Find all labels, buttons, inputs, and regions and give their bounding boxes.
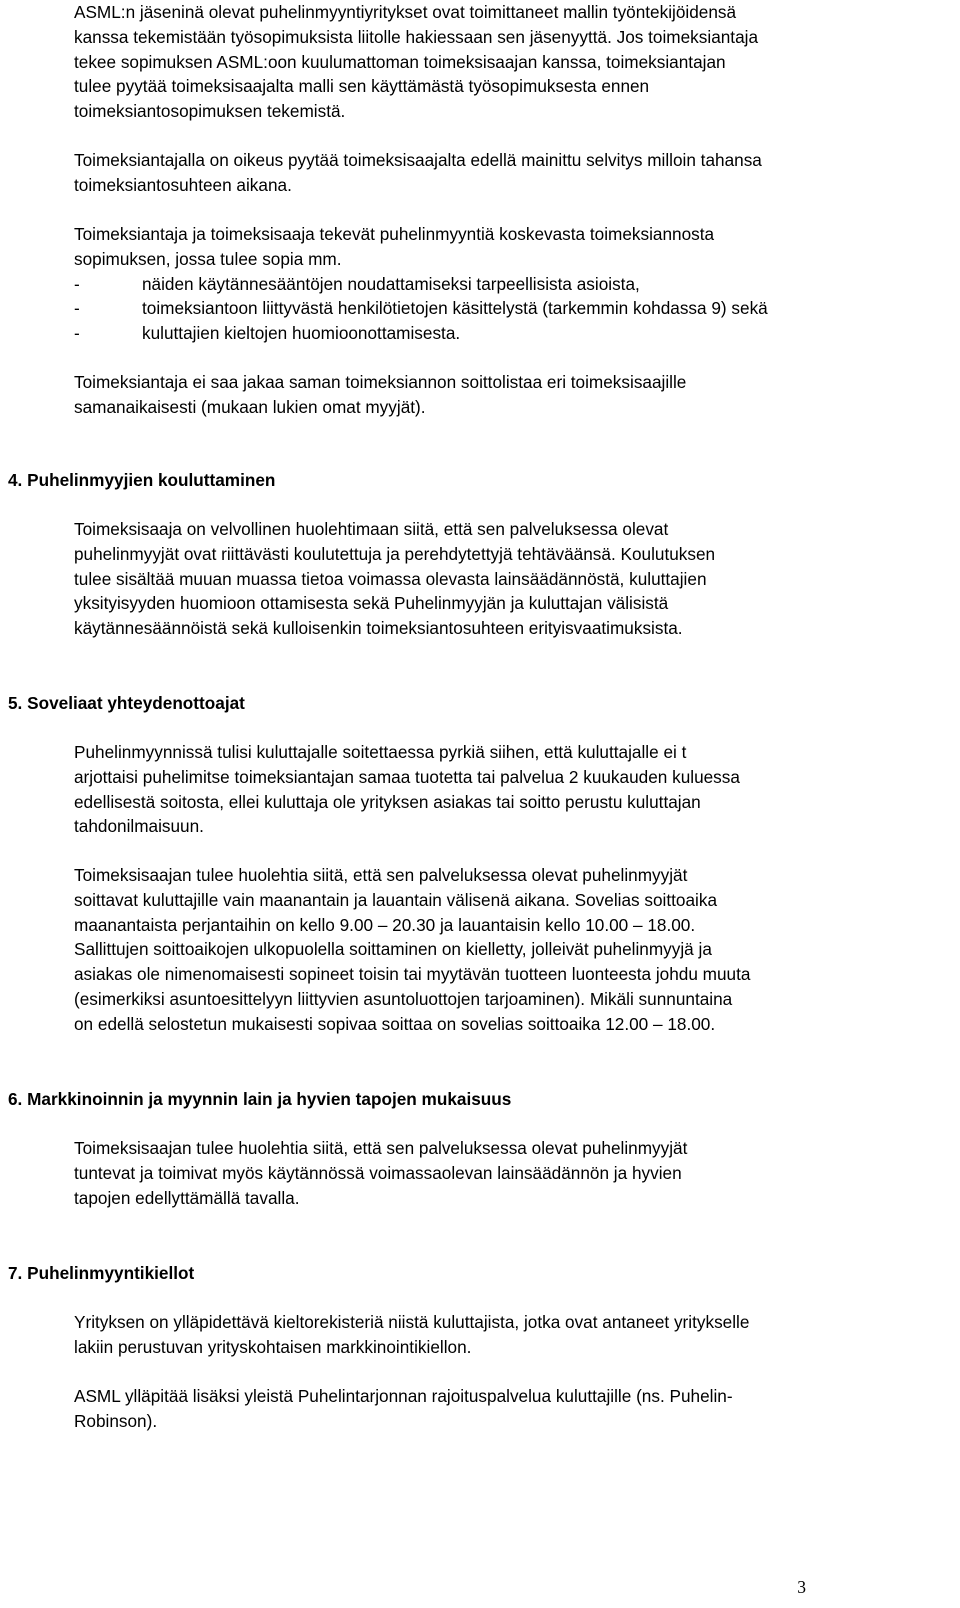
text-line: toimeksiantosopimuksen tekemistä. bbox=[74, 101, 346, 122]
text-line: Sallittujen soittoaikojen ulkopuolella soittaminen on kielletty, jolleivät puhelinmyyjä ja bbox=[74, 939, 712, 960]
text-line: edellisestä soitosta, ellei kuluttaja ole yrityksen asiakas tai soitto perustu kuluttajan bbox=[74, 791, 701, 812]
dash-list-item bbox=[74, 321, 954, 346]
list-item-text: näiden käytännesääntöjen noudattamiseksi tarpeellisista asioista, bbox=[142, 273, 640, 294]
list-item-text: kuluttajien kieltojen huomioonottamisesta. bbox=[142, 323, 461, 344]
text-line: arjottaisi puhelimitse toimeksiantajan samaa tuotetta tai palvelua 2 kuukauden kuluessa bbox=[74, 766, 740, 787]
paragraph-request-right bbox=[74, 148, 954, 198]
section-4-heading: 4. Puhelinmyyjien kouluttaminen bbox=[8, 470, 276, 490]
text-line: tahdonilmaisuun. bbox=[74, 816, 204, 837]
text-line: tekee sopimuksen ASML:oon kuulumattoman toimeksisaajan kanssa, toimeksiantajan bbox=[74, 51, 726, 72]
text-line: Toimeksisaajan tulee huolehtia siitä, että sen palveluksessa olevat puhelinmyyjät bbox=[74, 1138, 688, 1158]
text-line: soittavat kuluttajille vain maanantain ja lauantain välisenä aikana. Sovelias soittoaika bbox=[74, 889, 718, 910]
section-6-paragraph bbox=[74, 1136, 954, 1210]
paragraph-call-list bbox=[74, 370, 954, 420]
section-4-paragraph bbox=[74, 517, 954, 641]
text-line: Robinson). bbox=[74, 1410, 158, 1431]
list-item-text: toimeksiantoon liittyvästä henkilötietojen käsittelystä (tarkemmin kohdassa 9) sekä bbox=[142, 298, 768, 319]
text-line: ASML ylläpitää lisäksi yleistä Puhelintarjonnan rajoituspalvelua kuluttajille (ns. Puhelin- bbox=[74, 1386, 733, 1406]
dash-bullet: - bbox=[74, 323, 80, 344]
text-line: (esimerkiksi asuntoesittelyyn liittyvien asuntoluottojen tarjoaminen). Mikäli sunnuntaina bbox=[74, 988, 733, 1009]
dash-bullet: - bbox=[74, 273, 80, 294]
text-line: Toimeksisaaja on velvollinen huolehtimaan siitä, että sen palveluksessa olevat bbox=[74, 519, 669, 539]
text-line: käytännesäännöistä sekä kulloisenkin toimeksiantosuhteen erityisvaatimuksista. bbox=[74, 618, 683, 639]
text-line: Toimeksiantajalla on oikeus pyytää toimeksisaajalta edellä mainittu selvitys milloin tahansa bbox=[74, 150, 762, 170]
section-5-paragraph-2 bbox=[74, 863, 954, 1037]
text-line: Puhelinmyynnissä tulisi kuluttajalle soitettaessa pyrkiä siihen, että kuluttajalle ei t bbox=[74, 742, 687, 762]
text-line: tulee pyytää toimeksisaajalta malli sen käyttämästä työsopimuksesta ennen bbox=[74, 76, 650, 97]
text-line: lakiin perustuvan yrityskohtaisen markkinointikiellon. bbox=[74, 1336, 472, 1357]
section-5-heading: 5. Soveliaat yhteydenottoajat bbox=[8, 693, 245, 713]
dash-bullet: - bbox=[74, 298, 80, 319]
section-6-heading: 6. Markkinoinnin ja myynnin lain ja hyvien tapojen mukaisuus bbox=[8, 1089, 512, 1109]
text-line: Toimeksiantaja ja toimeksisaaja tekevät puhelinmyyntiä koskevasta toimeksiannosta bbox=[74, 224, 715, 244]
text-line: tapojen edellyttämällä tavalla. bbox=[74, 1187, 300, 1208]
text-line: puhelinmyyjät ovat riittävästi koulutettuja ja perehdytettyjä tehtäväänsä. Koulutuksen bbox=[74, 543, 716, 564]
text-line: Toimeksisaajan tulee huolehtia siitä, että sen palveluksessa olevat puhelinmyyjät bbox=[74, 865, 688, 885]
page-number: 3 bbox=[797, 1577, 806, 1597]
paragraph-agreement bbox=[74, 222, 954, 346]
text-line: tuntevat ja toimivat myös käytännössä voimassaolevan lainsäädännön ja hyvien bbox=[74, 1162, 682, 1183]
section-7-paragraph-1 bbox=[74, 1310, 954, 1360]
section-5-paragraph-1 bbox=[74, 740, 954, 839]
text-line: ASML:n jäseninä olevat puhelinmyyntiyritykset ovat toimittaneet mallin työntekijöidensä bbox=[74, 2, 737, 22]
section-7-heading: 7. Puhelinmyyntikiellot bbox=[8, 1263, 195, 1283]
text-line: maanantaista perjantaihin on kello 9.00 – 20.30 ja lauantaisin kello 10.00 – 18.00. bbox=[74, 914, 696, 935]
text-line: Yrityksen on ylläpidettävä kieltorekisteriä niistä kuluttajista, jotka ovat antaneet yritykselle bbox=[74, 1312, 750, 1332]
dash-list-item bbox=[74, 272, 954, 297]
text-line: sopimuksen, jossa tulee sopia mm. bbox=[74, 248, 342, 269]
intro-paragraph bbox=[74, 0, 954, 124]
text-line: asiakas ole nimenomaisesti sopineet toisin tai myytävän tuotteen luonteesta johdu muuta bbox=[74, 964, 751, 985]
text-line: Toimeksiantaja ei saa jakaa saman toimeksiannon soittolistaa eri toimeksisaajille bbox=[74, 372, 687, 392]
text-line: toimeksiantosuhteen aikana. bbox=[74, 174, 292, 195]
text-line: on edellä selostetun mukaisesti sopivaa soittaa on sovelias soittoaika 12.00 – 18.00. bbox=[74, 1013, 716, 1034]
text-line: tulee sisältää muuan muassa tietoa voimassa olevasta lainsäädännöstä, kuluttajien bbox=[74, 568, 707, 589]
dash-list-item bbox=[74, 296, 954, 321]
text-line: kanssa tekemistään työsopimuksista liitolle hakiessaan sen jäsenyyttä. Jos toimeksiantaja bbox=[74, 26, 759, 47]
text-line: samanaikaisesti (mukaan lukien omat myyjät). bbox=[74, 396, 426, 417]
text-line: yksityisyyden huomioon ottamisesta sekä Puhelinmyyjän ja kuluttajan välisistä bbox=[74, 593, 669, 614]
section-7-paragraph-2 bbox=[74, 1384, 954, 1434]
